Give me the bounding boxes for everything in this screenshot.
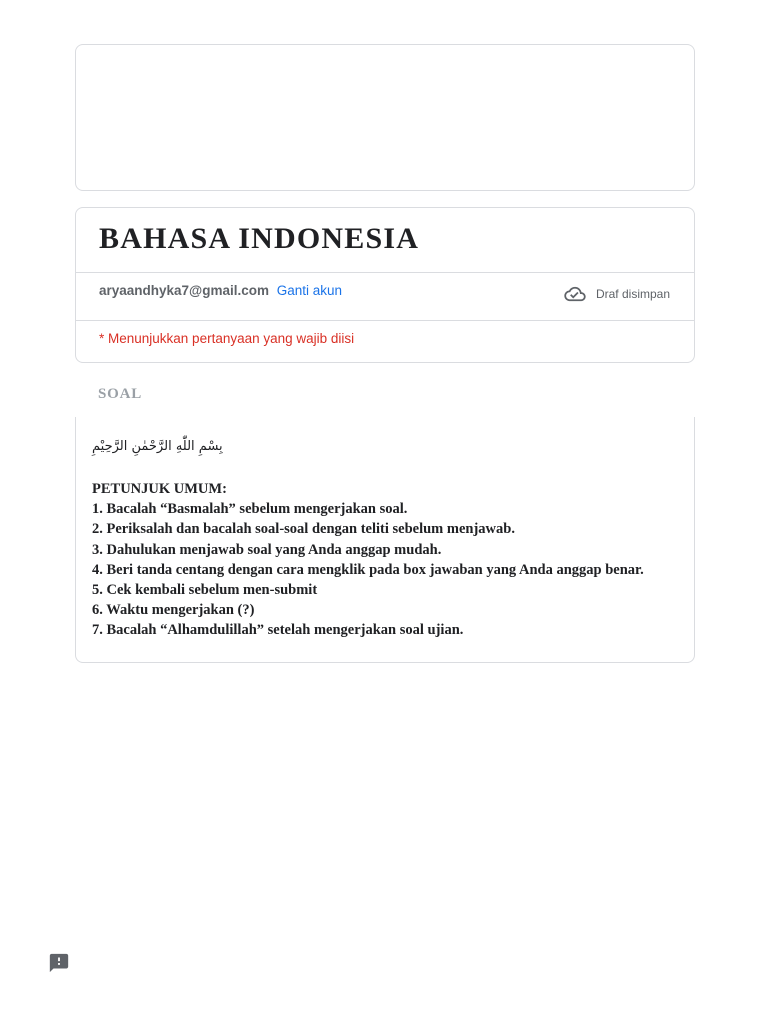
divider: [76, 272, 694, 273]
account-email: aryaandhyka7@gmail.com: [99, 283, 269, 298]
form-title-card: [75, 207, 695, 363]
list-item: 7. Bacalah “Alhamdulillah” setelah mengerjakan soal ujian.: [92, 622, 464, 639]
section-title: SOAL: [98, 386, 143, 402]
save-status-label: Draf disimpan: [595, 287, 670, 301]
account-info: [99, 283, 342, 298]
list-item: 1. Bacalah “Basmalah” sebelum mengerjakan soal.: [92, 501, 408, 518]
list-item: 4. Beri tanda centang dengan cara mengklik pada box jawaban yang Anda anggap benar.: [92, 561, 644, 578]
header-image-card: [75, 44, 695, 191]
cloud-done-icon: [564, 286, 586, 302]
section-description-card: [75, 417, 695, 663]
list-item: 5. Cek kembali sebelum men-submit: [92, 582, 318, 599]
list-item: 3. Dahulukan menjawab soal yang Anda anggap mudah.: [92, 541, 442, 558]
list-item: 2. Periksalah dan bacalah soal-soal dengan teliti sebelum menjawab.: [92, 521, 515, 538]
save-status: [564, 286, 670, 302]
required-note: * Menunjukkan pertanyaan yang wajib diisi: [99, 331, 355, 346]
form-title: BAHASA INDONESIA: [99, 222, 420, 255]
bismillah-text: بِسْمِ اللّٰهِ الرَّحْمٰنِ الرَّحِيْمِ: [92, 439, 223, 454]
switch-account-link[interactable]: Ganti akun: [276, 283, 343, 298]
list-item: 6. Waktu mengerjakan (?): [92, 602, 255, 619]
divider: [76, 320, 694, 321]
report-problem-button[interactable]: [48, 952, 70, 974]
instructions-heading: PETUNJUK UMUM:: [92, 481, 227, 497]
instructions-list: [92, 479, 644, 641]
feedback-icon: [48, 952, 70, 974]
